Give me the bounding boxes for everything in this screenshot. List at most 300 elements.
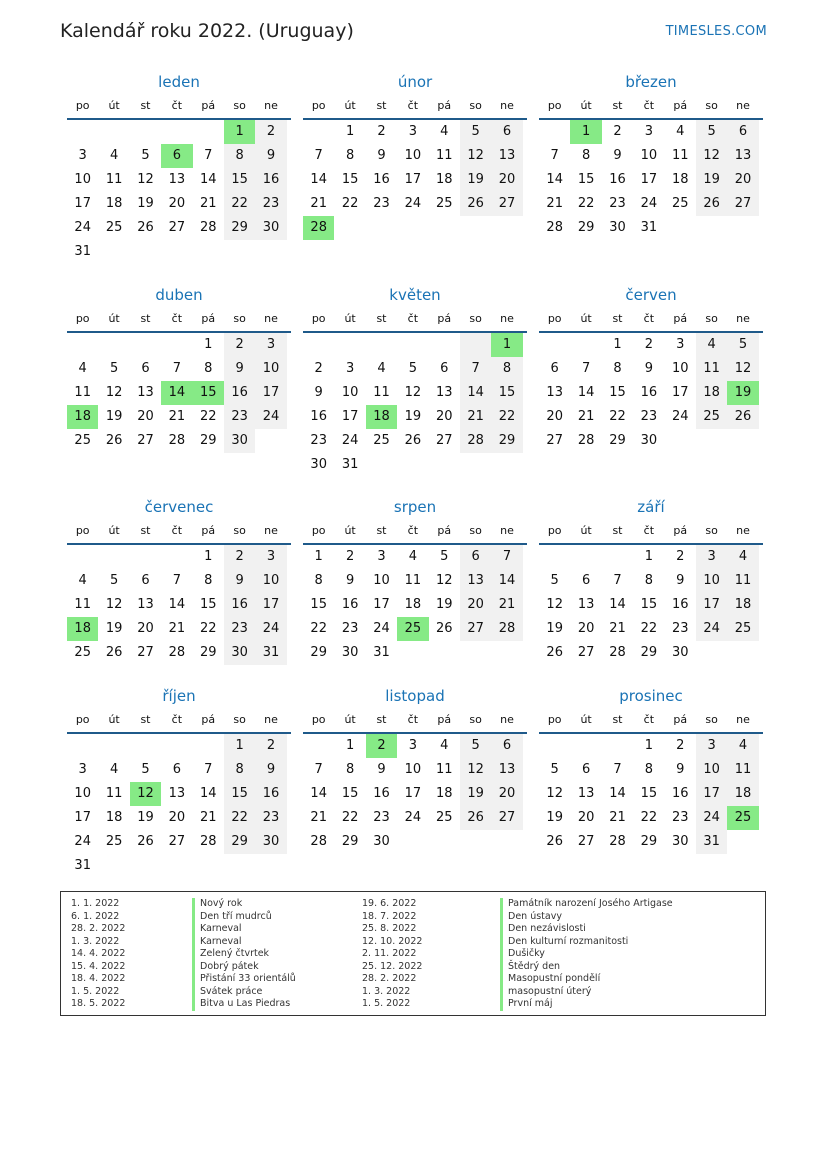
day-cell: 12 bbox=[435, 573, 453, 588]
legend-date: 28. 2. 2022 bbox=[71, 923, 126, 934]
day-cell: 16 bbox=[310, 409, 327, 424]
day-cell: 17 bbox=[255, 593, 286, 617]
month-name: listopad bbox=[385, 687, 445, 705]
day-cell: 20 bbox=[137, 409, 154, 424]
day-cell: 23 bbox=[373, 810, 390, 825]
weekday-label: po bbox=[547, 713, 562, 726]
day-cell: 23 bbox=[255, 806, 286, 830]
day-cell: 12 bbox=[137, 172, 154, 187]
day-cell: 19 bbox=[460, 782, 491, 806]
legend-date: 1. 5. 2022 bbox=[71, 985, 120, 997]
weekday-label: čt bbox=[171, 524, 183, 537]
day-cell: 11 bbox=[373, 385, 390, 400]
day-cell: 5 bbox=[109, 361, 119, 376]
holiday-day-cell: 6 bbox=[161, 144, 192, 168]
day-cell: 3 bbox=[644, 124, 653, 139]
day-cell: 25 bbox=[74, 645, 91, 660]
weekday-label: út bbox=[344, 312, 356, 325]
legend-date: 28. 2. 2022 bbox=[362, 973, 417, 984]
weekday-label: po bbox=[547, 312, 562, 325]
day-grid bbox=[67, 545, 291, 665]
weekday-label: st bbox=[376, 713, 387, 726]
weekday-label: út bbox=[344, 713, 356, 726]
page-title: Kalendář roku 2022. (Uruguay) bbox=[60, 20, 354, 42]
day-cell: 2 bbox=[224, 545, 255, 569]
day-cell: 13 bbox=[491, 144, 522, 168]
weekday-label: ne bbox=[736, 524, 750, 537]
weekday-label: so bbox=[469, 524, 482, 537]
day-cell: 21 bbox=[609, 810, 626, 825]
day-cell: 21 bbox=[546, 196, 563, 211]
day-cell: 5 bbox=[408, 361, 417, 376]
day-cell: 31 bbox=[640, 220, 658, 235]
day-cell: 9 bbox=[255, 144, 286, 168]
empty-cell bbox=[570, 545, 601, 569]
day-cell: 24 bbox=[74, 220, 91, 235]
month-11 bbox=[303, 684, 527, 854]
day-cell: 6 bbox=[141, 361, 150, 376]
day-cell: 24 bbox=[696, 806, 727, 830]
legend-row bbox=[71, 961, 401, 974]
day-cell: 4 bbox=[78, 573, 87, 588]
day-cell: 28 bbox=[460, 429, 491, 453]
weekday-label: so bbox=[705, 524, 718, 537]
weekday-label: pá bbox=[201, 713, 216, 726]
day-cell: 19 bbox=[435, 597, 453, 612]
weekday-label: pá bbox=[201, 312, 216, 325]
weekday-label: po bbox=[311, 524, 326, 537]
legend-row bbox=[71, 898, 401, 911]
day-cell: 29 bbox=[224, 216, 255, 240]
day-cell: 10 bbox=[373, 573, 390, 588]
day-cell: 22 bbox=[199, 621, 217, 636]
day-cell: 21 bbox=[577, 409, 595, 424]
day-cell: 29 bbox=[199, 645, 217, 660]
legend-holiday-name: Památník narození Josého Artigase bbox=[500, 898, 673, 911]
legend-holiday-name: Zelený čtvrtek bbox=[192, 948, 269, 961]
day-cell: 21 bbox=[609, 621, 626, 636]
day-cell: 3 bbox=[408, 124, 417, 139]
empty-cell bbox=[67, 333, 98, 357]
day-cell: 7 bbox=[204, 148, 213, 163]
weekday-label: so bbox=[233, 99, 246, 112]
holiday-legend bbox=[60, 891, 766, 1016]
day-cell: 18 bbox=[727, 782, 758, 806]
day-cell: 4 bbox=[440, 124, 449, 139]
day-cell: 2 bbox=[676, 549, 685, 564]
day-cell: 29 bbox=[224, 830, 255, 854]
day-cell: 10 bbox=[341, 385, 359, 400]
empty-cell bbox=[130, 333, 161, 357]
day-cell: 24 bbox=[671, 409, 689, 424]
day-cell: 26 bbox=[460, 806, 491, 830]
day-cell: 25 bbox=[435, 810, 453, 825]
day-cell: 30 bbox=[671, 645, 689, 660]
day-cell: 6 bbox=[460, 545, 491, 569]
day-cell: 11 bbox=[435, 148, 453, 163]
legend-row bbox=[71, 973, 401, 986]
day-cell: 13 bbox=[168, 172, 186, 187]
day-cell: 22 bbox=[341, 196, 359, 211]
empty-cell bbox=[161, 545, 192, 569]
day-cell: 28 bbox=[609, 645, 626, 660]
day-cell: 13 bbox=[577, 597, 595, 612]
day-cell: 5 bbox=[460, 734, 491, 758]
day-cell: 14 bbox=[609, 597, 626, 612]
weekday-label: út bbox=[580, 713, 592, 726]
weekday-label: čt bbox=[171, 312, 183, 325]
day-cell: 10 bbox=[640, 148, 658, 163]
day-cell: 14 bbox=[546, 172, 563, 187]
weekday-label: ne bbox=[736, 312, 750, 325]
month-10 bbox=[67, 684, 291, 878]
weekday-label: pá bbox=[201, 524, 216, 537]
empty-cell bbox=[67, 734, 98, 758]
day-cell: 13 bbox=[546, 385, 563, 400]
day-cell: 23 bbox=[609, 196, 626, 211]
legend-date: 18. 5. 2022 bbox=[71, 998, 126, 1009]
empty-cell bbox=[303, 333, 334, 357]
day-cell: 26 bbox=[696, 192, 727, 216]
legend-holiday-name: Den nezávislosti bbox=[500, 923, 586, 936]
day-cell: 16 bbox=[341, 597, 359, 612]
legend-column-left bbox=[71, 898, 401, 1011]
day-cell: 19 bbox=[105, 621, 123, 636]
day-cell: 11 bbox=[404, 573, 422, 588]
day-cell: 30 bbox=[224, 429, 255, 453]
day-cell: 6 bbox=[491, 120, 522, 144]
day-grid bbox=[303, 545, 527, 665]
empty-cell bbox=[67, 545, 98, 569]
holiday-day-cell: 25 bbox=[397, 617, 428, 641]
day-cell: 26 bbox=[546, 645, 563, 660]
weekday-label: út bbox=[108, 524, 120, 537]
day-cell: 4 bbox=[109, 148, 119, 163]
legend-holiday-name: Karneval bbox=[192, 936, 242, 949]
day-cell: 12 bbox=[696, 144, 727, 168]
day-cell: 28 bbox=[577, 433, 595, 448]
weekday-label: st bbox=[376, 99, 387, 112]
weekday-header bbox=[539, 94, 763, 120]
day-cell: 23 bbox=[671, 621, 689, 636]
empty-cell bbox=[98, 333, 129, 357]
weekday-label: so bbox=[233, 713, 246, 726]
weekday-label: ne bbox=[264, 713, 278, 726]
day-cell: 2 bbox=[314, 361, 323, 376]
day-cell: 8 bbox=[224, 144, 255, 168]
legend-date: 2. 11. 2022 bbox=[362, 948, 417, 959]
day-cell: 4 bbox=[377, 361, 386, 376]
day-cell: 12 bbox=[460, 144, 491, 168]
day-cell: 23 bbox=[224, 617, 255, 641]
day-cell: 3 bbox=[78, 762, 87, 777]
day-cell: 19 bbox=[546, 621, 563, 636]
weekday-header bbox=[303, 307, 527, 333]
day-cell: 7 bbox=[172, 573, 181, 588]
holiday-day-cell: 15 bbox=[193, 381, 224, 405]
day-cell: 20 bbox=[435, 409, 453, 424]
weekday-label: pá bbox=[201, 99, 216, 112]
day-cell: 28 bbox=[546, 220, 563, 235]
day-cell: 27 bbox=[491, 806, 522, 830]
day-cell: 8 bbox=[204, 361, 213, 376]
day-cell: 3 bbox=[696, 734, 727, 758]
day-cell: 15 bbox=[224, 168, 255, 192]
legend-row bbox=[71, 948, 401, 961]
legend-holiday-name: masopustní úterý bbox=[500, 986, 591, 999]
weekday-label: so bbox=[469, 99, 482, 112]
weekday-label: čt bbox=[643, 524, 655, 537]
empty-cell bbox=[397, 333, 428, 357]
day-cell: 27 bbox=[460, 617, 491, 641]
legend-holiday-name: Den tří mudrců bbox=[192, 911, 272, 924]
day-cell: 29 bbox=[199, 433, 217, 448]
day-cell: 20 bbox=[491, 168, 522, 192]
day-cell: 16 bbox=[671, 597, 689, 612]
day-cell: 28 bbox=[310, 834, 327, 849]
legend-row bbox=[71, 998, 401, 1011]
day-cell: 20 bbox=[577, 621, 595, 636]
day-cell: 25 bbox=[727, 617, 758, 641]
day-cell: 24 bbox=[404, 196, 422, 211]
day-cell: 23 bbox=[310, 433, 327, 448]
weekday-label: pá bbox=[673, 312, 688, 325]
day-cell: 30 bbox=[609, 220, 626, 235]
legend-row bbox=[362, 986, 762, 999]
legend-row bbox=[362, 973, 762, 986]
day-cell: 11 bbox=[105, 786, 123, 801]
day-cell: 1 bbox=[345, 124, 355, 139]
weekday-label: po bbox=[75, 524, 90, 537]
weekday-label: ne bbox=[736, 713, 750, 726]
brand-logo-text[interactable]: TIMESLES.COM bbox=[665, 24, 767, 39]
holiday-day-cell: 1 bbox=[570, 120, 601, 144]
day-cell: 14 bbox=[168, 597, 186, 612]
day-cell: 16 bbox=[640, 385, 658, 400]
empty-cell bbox=[570, 333, 601, 357]
day-cell: 3 bbox=[676, 337, 685, 352]
weekday-label: po bbox=[547, 99, 562, 112]
day-cell: 16 bbox=[373, 786, 390, 801]
day-cell: 1 bbox=[613, 337, 622, 352]
day-cell: 11 bbox=[727, 569, 758, 593]
day-cell: 30 bbox=[255, 216, 286, 240]
legend-holiday-name: Dušičky bbox=[500, 948, 545, 961]
weekday-label: út bbox=[580, 312, 592, 325]
day-cell: 5 bbox=[727, 333, 758, 357]
empty-cell bbox=[429, 333, 460, 357]
day-cell: 17 bbox=[341, 409, 359, 424]
day-cell: 3 bbox=[377, 549, 386, 564]
day-cell: 26 bbox=[137, 834, 154, 849]
day-cell: 8 bbox=[345, 762, 355, 777]
day-cell: 26 bbox=[546, 834, 563, 849]
day-cell: 15 bbox=[609, 385, 626, 400]
weekday-label: po bbox=[75, 312, 90, 325]
legend-holiday-name: Dobrý pátek bbox=[192, 961, 259, 974]
day-cell: 27 bbox=[435, 433, 453, 448]
holiday-day-cell: 12 bbox=[130, 782, 161, 806]
day-cell: 19 bbox=[137, 810, 154, 825]
empty-cell bbox=[602, 545, 633, 569]
day-cell: 18 bbox=[105, 196, 123, 211]
day-cell: 7 bbox=[581, 361, 591, 376]
day-cell: 12 bbox=[727, 357, 758, 381]
day-cell: 11 bbox=[671, 148, 689, 163]
day-cell: 4 bbox=[727, 734, 758, 758]
day-cell: 7 bbox=[613, 573, 622, 588]
day-cell: 14 bbox=[460, 381, 491, 405]
day-cell: 9 bbox=[224, 569, 255, 593]
day-cell: 26 bbox=[137, 220, 154, 235]
day-cell: 7 bbox=[314, 762, 323, 777]
day-cell: 16 bbox=[671, 786, 689, 801]
day-cell: 9 bbox=[255, 758, 286, 782]
day-cell: 11 bbox=[435, 762, 453, 777]
day-cell: 22 bbox=[341, 810, 359, 825]
legend-date: 1. 1. 2022 bbox=[71, 898, 120, 909]
day-cell: 7 bbox=[172, 361, 181, 376]
weekday-label: st bbox=[612, 713, 623, 726]
day-cell: 9 bbox=[345, 573, 355, 588]
day-cell: 15 bbox=[224, 782, 255, 806]
day-cell: 12 bbox=[546, 597, 563, 612]
day-cell: 7 bbox=[460, 357, 491, 381]
day-cell: 14 bbox=[577, 385, 595, 400]
day-cell: 1 bbox=[345, 738, 355, 753]
day-cell: 17 bbox=[255, 381, 286, 405]
legend-date: 6. 1. 2022 bbox=[71, 910, 120, 922]
legend-row bbox=[362, 948, 762, 961]
month-name: březen bbox=[625, 73, 677, 91]
legend-row bbox=[362, 923, 762, 936]
empty-cell bbox=[98, 120, 129, 144]
day-cell: 22 bbox=[640, 621, 658, 636]
day-cell: 9 bbox=[613, 148, 622, 163]
day-cell: 6 bbox=[581, 573, 591, 588]
day-cell: 14 bbox=[310, 172, 327, 187]
legend-date: 25. 8. 2022 bbox=[362, 923, 417, 934]
day-cell: 7 bbox=[491, 545, 522, 569]
weekday-label: pá bbox=[673, 524, 688, 537]
day-cell: 9 bbox=[377, 148, 386, 163]
day-cell: 12 bbox=[460, 758, 491, 782]
day-grid bbox=[539, 333, 763, 453]
month-name: duben bbox=[155, 286, 203, 304]
legend-holiday-name: Nový rok bbox=[192, 898, 242, 911]
legend-date: 19. 6. 2022 bbox=[362, 898, 417, 909]
day-cell: 12 bbox=[105, 597, 123, 612]
day-cell: 1 bbox=[314, 549, 323, 564]
day-cell: 28 bbox=[491, 617, 522, 641]
day-grid bbox=[67, 120, 291, 264]
legend-row bbox=[71, 923, 401, 936]
legend-holiday-name: Den ústavy bbox=[500, 911, 562, 924]
legend-date: 1. 5. 2022 bbox=[362, 998, 411, 1009]
weekday-label: čt bbox=[171, 99, 183, 112]
weekday-label: út bbox=[344, 524, 356, 537]
day-cell: 8 bbox=[613, 361, 622, 376]
day-cell: 27 bbox=[727, 192, 758, 216]
weekday-label: st bbox=[140, 713, 151, 726]
day-cell: 28 bbox=[609, 834, 626, 849]
day-cell: 20 bbox=[137, 621, 154, 636]
weekday-label: pá bbox=[673, 713, 688, 726]
day-cell: 19 bbox=[696, 168, 727, 192]
day-cell: 17 bbox=[640, 172, 658, 187]
month-6 bbox=[539, 283, 763, 453]
weekday-label: st bbox=[612, 99, 623, 112]
month-2 bbox=[303, 70, 527, 240]
weekday-label: út bbox=[580, 524, 592, 537]
day-cell: 6 bbox=[550, 361, 559, 376]
day-cell: 5 bbox=[550, 573, 559, 588]
day-cell: 15 bbox=[199, 597, 217, 612]
day-cell: 10 bbox=[255, 357, 286, 381]
day-cell: 30 bbox=[341, 645, 359, 660]
day-cell: 3 bbox=[78, 148, 87, 163]
month-1 bbox=[67, 70, 291, 264]
day-cell: 22 bbox=[640, 810, 658, 825]
day-cell: 18 bbox=[435, 172, 453, 187]
day-cell: 3 bbox=[408, 738, 417, 753]
day-cell: 4 bbox=[78, 361, 87, 376]
weekday-label: st bbox=[140, 524, 151, 537]
day-cell: 15 bbox=[491, 381, 522, 405]
weekday-label: so bbox=[705, 312, 718, 325]
day-cell: 29 bbox=[310, 645, 327, 660]
day-cell: 25 bbox=[671, 196, 689, 211]
day-cell: 12 bbox=[404, 385, 422, 400]
holiday-day-cell: 18 bbox=[366, 405, 397, 429]
day-cell: 2 bbox=[676, 738, 685, 753]
day-cell: 16 bbox=[609, 172, 626, 187]
weekday-label: út bbox=[580, 99, 592, 112]
day-cell: 10 bbox=[696, 569, 727, 593]
legend-holiday-name: Karneval bbox=[192, 923, 242, 936]
day-cell: 14 bbox=[199, 172, 217, 187]
day-cell: 4 bbox=[440, 738, 449, 753]
month-8 bbox=[303, 495, 527, 665]
holiday-day-cell: 1 bbox=[491, 333, 522, 357]
month-7 bbox=[67, 495, 291, 665]
day-cell: 20 bbox=[546, 409, 563, 424]
day-cell: 13 bbox=[137, 597, 154, 612]
month-name: srpen bbox=[393, 498, 437, 516]
day-grid bbox=[67, 333, 291, 453]
day-cell: 28 bbox=[168, 645, 186, 660]
weekday-label: ne bbox=[500, 713, 514, 726]
month-4 bbox=[67, 283, 291, 453]
legend-holiday-name: Masopustní pondělí bbox=[500, 973, 600, 986]
month-3 bbox=[539, 70, 763, 240]
weekday-header bbox=[67, 94, 291, 120]
day-cell: 17 bbox=[404, 172, 422, 187]
weekday-label: po bbox=[75, 99, 90, 112]
day-cell: 25 bbox=[435, 196, 453, 211]
legend-date: 1. 3. 2022 bbox=[362, 985, 411, 997]
empty-cell bbox=[539, 333, 570, 357]
day-cell: 10 bbox=[671, 361, 689, 376]
weekday-label: ne bbox=[736, 99, 750, 112]
weekday-label: pá bbox=[437, 524, 452, 537]
day-cell: 15 bbox=[640, 597, 658, 612]
day-cell: 3 bbox=[255, 333, 286, 357]
day-cell: 6 bbox=[440, 361, 449, 376]
day-cell: 28 bbox=[199, 834, 217, 849]
day-cell: 24 bbox=[255, 617, 286, 641]
weekday-label: ne bbox=[500, 99, 514, 112]
